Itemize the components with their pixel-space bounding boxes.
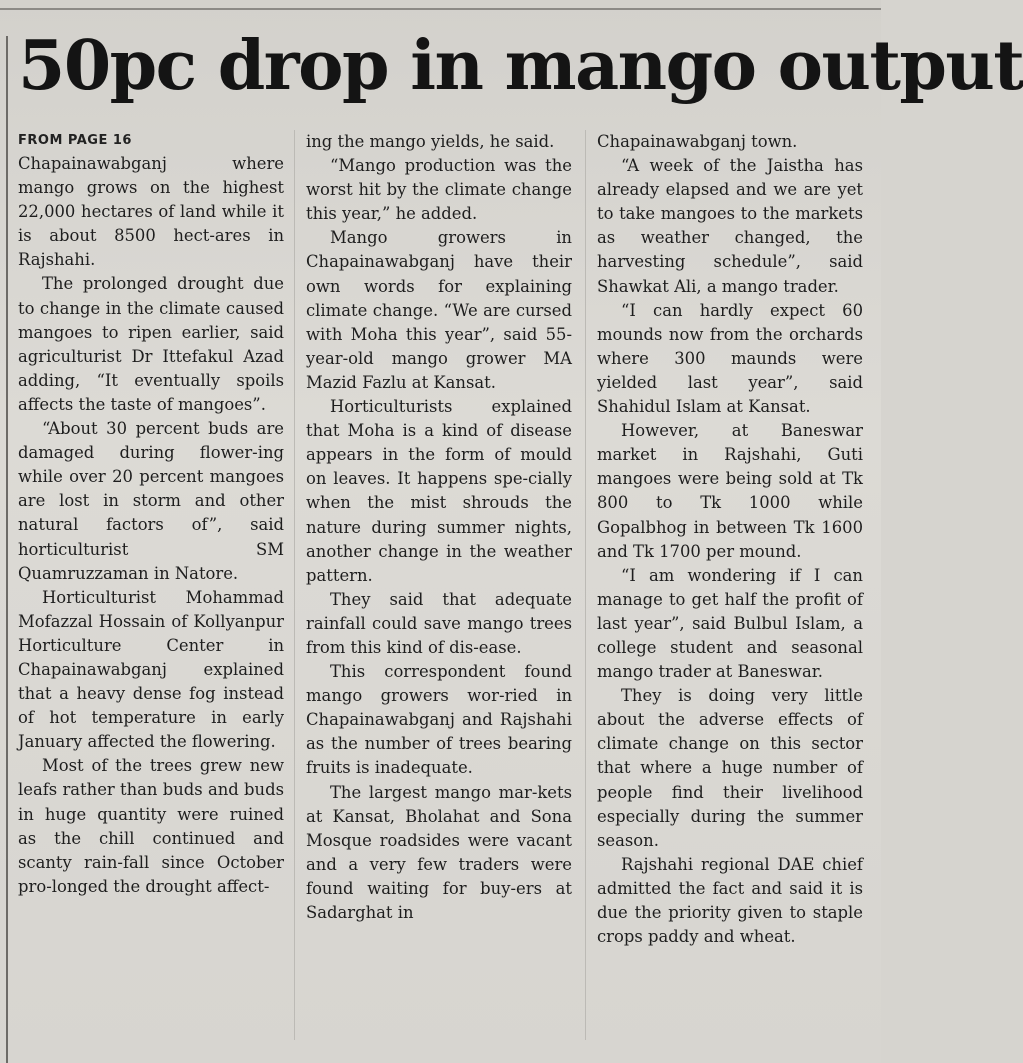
paragraph: “I am wondering if I can manage to get half the profit of last year”, said Bulbul Islam, a college student and seasonal mango trader at Baneswar.	[597, 565, 863, 682]
paragraph: Mango growers in Chapainawabganj have their own words for explaining climate change. “We are cursed with Moha this year”, said 55-year-old mango grower MA Mazid Fazlu at Kansat.	[306, 228, 572, 392]
article-column-1	[18, 130, 284, 899]
paragraph: Chapainawabganj town.	[597, 132, 798, 151]
paragraph: ing the mango yields, he said.	[306, 132, 555, 151]
paragraph: Chapainawabganj where mango grows on the highest 22,000 hectares of land while it is about 8500 hect-ares in Rajshahi.	[18, 154, 284, 270]
paragraph: Most of the trees grew new leafs rather than buds and buds in huge quantity were ruined as the chill continued and scanty rain-fall since October pro-longed the drought affect-	[18, 756, 284, 896]
column-divider	[585, 130, 586, 1040]
top-rule	[0, 8, 881, 10]
paragraph: This correspondent found mango growers wor-ried in Chapainawabganj and Rajshahi as the number of trees bearing fruits is inadequate.	[306, 662, 572, 778]
paragraph: The largest mango mar-kets at Kansat, Bholahat and Sona Mosque roadsides were vacant and a very few traders were found waiting for buy-ers at Sadarghat in	[306, 782, 572, 922]
paragraph: “A week of the Jaistha has already elapsed and we are yet to take mangoes to the markets as weather changed, the harvesting schedule”, said Shawkat Ali, a mango trader.	[597, 156, 863, 296]
paragraph: Horticulturist Mohammad Mofazzal Hossain of Kollyanpur Horticulture Center in Chapainawabganj explained that a heavy dense fog instead of hot temperature in early January affected the flowering.	[18, 587, 284, 752]
paragraph: Horticulturists explained that Moha is a kind of disease appears in the form of mould on leaves. It happens spe-cially when the mist shrouds the nature during summer nights, another change in the weather pattern.	[306, 397, 572, 585]
column-divider	[294, 130, 295, 1040]
paragraph: Rajshahi regional DAE chief admitted the fact and said it is due the priority given to staple crops paddy and wheat.	[597, 854, 863, 947]
paragraph: They is doing very little about the adverse effects of climate change on this sector that where a huge number of people find their livelihood especially during the summer season.	[597, 686, 863, 850]
headline: 50pc drop in mango output	[18, 26, 1023, 106]
paragraph: “Mango production was the worst hit by the climate change this year,” he added.	[306, 156, 572, 224]
left-column-rule	[6, 36, 8, 1063]
paragraph: They said that adequate rainfall could save mango trees from this kind of dis-ease.	[306, 589, 572, 657]
paragraph: However, at Baneswar market in Rajshahi, Guti mangoes were being sold at Tk 800 to Tk 1000 while Gopalbhog in between Tk 1600 and Tk 1700 per mound.	[597, 421, 863, 561]
article-column-3	[597, 130, 863, 949]
paragraph: “I can hardly expect 60 mounds now from the orchards where 300 maunds were yielded last year”, said Shahidul Islam at Kansat.	[597, 300, 863, 417]
paragraph: The prolonged drought due to change in the climate caused mangoes to ripen earlier, said agriculturist Dr Ittefakul Azad adding, “It eventually spoils affects the taste of mangoes”.	[18, 274, 284, 414]
continuation-kicker: FROM PAGE 16	[18, 133, 132, 148]
article-column-2	[306, 130, 572, 925]
paragraph: “About 30 percent buds are damaged during flower-ing while over 20 percent mangoes are lost in storm and other natural factors of”, said horticulturist SM Quamruzzaman in Natore.	[18, 419, 284, 583]
